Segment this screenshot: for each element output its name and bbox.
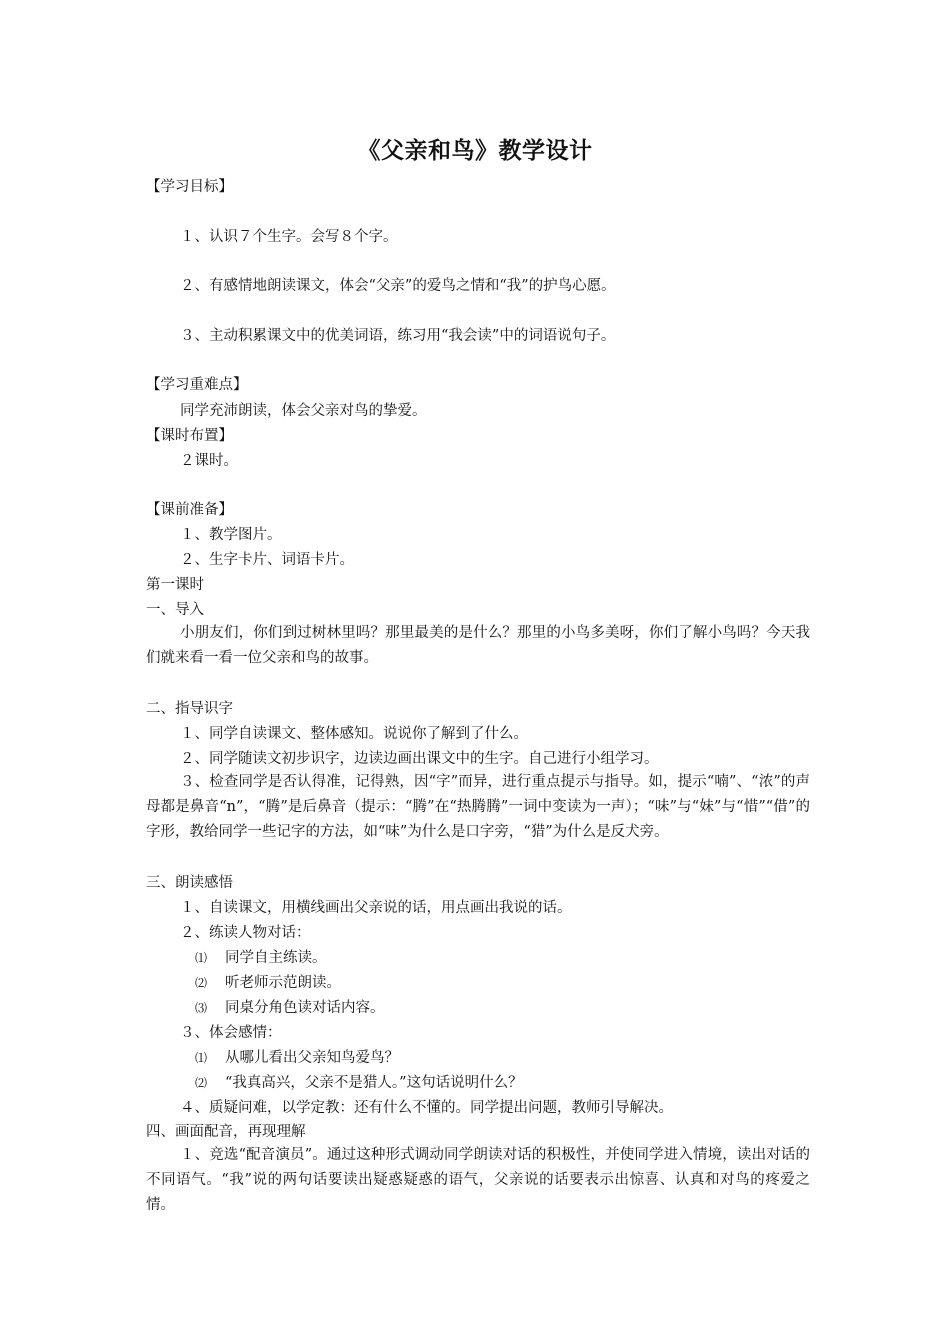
sub-number: ⑵ <box>195 1076 208 1090</box>
reading-item-1: １、自读课文，用横线画出父亲说的话，用点画出我说的话。 <box>180 900 572 916</box>
document-title: 《父亲和鸟》教学设计 <box>357 137 593 164</box>
sub-number: ⑶ <box>195 1001 208 1015</box>
sub-text: 从哪儿看出父亲知鸟爱鸟？ <box>225 1050 399 1066</box>
reading-item-3: ３、体会感情： <box>180 1025 282 1041</box>
goals-heading: 【学习目标】 <box>146 179 233 195</box>
sub-text: “我真高兴，父亲不是猎人。”这句话说明什么？ <box>225 1075 523 1091</box>
goal-item-3: ３、主动积累课文中的优美词语，练习用“我会读”中的词语说句子。 <box>180 328 616 344</box>
literacy-item-1: １、同学自读课文、整体感知。说说你了解到了什么。 <box>180 726 528 742</box>
preparation-heading: 【课前准备】 <box>146 502 233 518</box>
reading-item-3-sub-2 <box>195 1076 523 1091</box>
sub-text: 听老师示范朗读。 <box>225 975 341 991</box>
preparation-item-1: １、教学图片。 <box>180 527 282 543</box>
reading-item-2-sub-1 <box>195 951 327 966</box>
reading-item-3-sub-1 <box>195 1051 399 1066</box>
preparation-item-2: ２、生字卡片、词语卡片。 <box>180 552 354 568</box>
key-points-heading: 【学习重难点】 <box>146 377 248 393</box>
key-points-text: 同学充沛朗读，体会父亲对鸟的挚爱。 <box>180 403 427 419</box>
literacy-item-3: ３、检查同学是否认得准，记得熟，因“字”而异，进行重点提示与指导。如，提示“喃”、“浓”的声母都是鼻音“n”，“腾”是后鼻音（提示：“腾”在“热腾腾”一词中变读为一声）；“味”与“妹”与“惜”“借”的字形，教给同学一些记字的方法，如“味”为什么是口字旁，“猎”为什么是反犬旁。 <box>146 774 810 840</box>
sub-number: ⑴ <box>195 1051 208 1065</box>
dubbing-heading: 四、画面配音，再现理解 <box>146 1124 306 1140</box>
reading-item-4: ４、质疑问难，以学定教：还有什么不懂的。同学提出问题，教师引导解决。 <box>180 1100 673 1116</box>
intro-text: 小朋友们，你们到过树林里吗？那里最美的是什么？那里的小鸟多美呀，你们了解小鸟吗？今天我们就来看一看一位父亲和鸟的故事。 <box>146 625 810 666</box>
goal-item-1: １、认识７个生字。会写８个字。 <box>180 229 398 245</box>
goal-item-2: ２、有感情地朗读课文，体会“父亲”的爱鸟之情和“我”的护鸟心愿。 <box>180 278 616 294</box>
sub-number: ⑴ <box>195 951 208 965</box>
schedule-heading: 【课时布置】 <box>146 428 233 444</box>
reading-item-2: ２、练读人物对话： <box>180 925 311 941</box>
sub-text: 同桌分角色读对话内容。 <box>225 1000 385 1016</box>
reading-item-2-sub-2 <box>195 976 341 991</box>
lesson1-heading: 第一课时 <box>146 577 204 593</box>
literacy-item-2: ２、同学随读文初步识字，边读边画出课文中的生字。自己进行小组学习。 <box>180 751 659 767</box>
sub-number: ⑵ <box>195 976 208 990</box>
dubbing-item-1: １、竞选“配音演员”。通过这种形式调动同学朗读对话的积极性，并使同学进入情境，读出对话的不同语气。“我”说的两句话要读出疑惑疑惑的语气，父亲说的话要表示出惊喜、认真和对鸟的疼爱之情。 <box>146 1147 810 1213</box>
intro-heading: 一、导入 <box>146 602 204 618</box>
sub-text: 同学自主练读。 <box>225 950 327 966</box>
reading-item-2-sub-3 <box>195 1001 385 1016</box>
schedule-text: ２课时。 <box>180 453 238 469</box>
reading-heading: 三、朗读感悟 <box>146 875 233 891</box>
literacy-heading: 二、指导识字 <box>146 701 233 717</box>
